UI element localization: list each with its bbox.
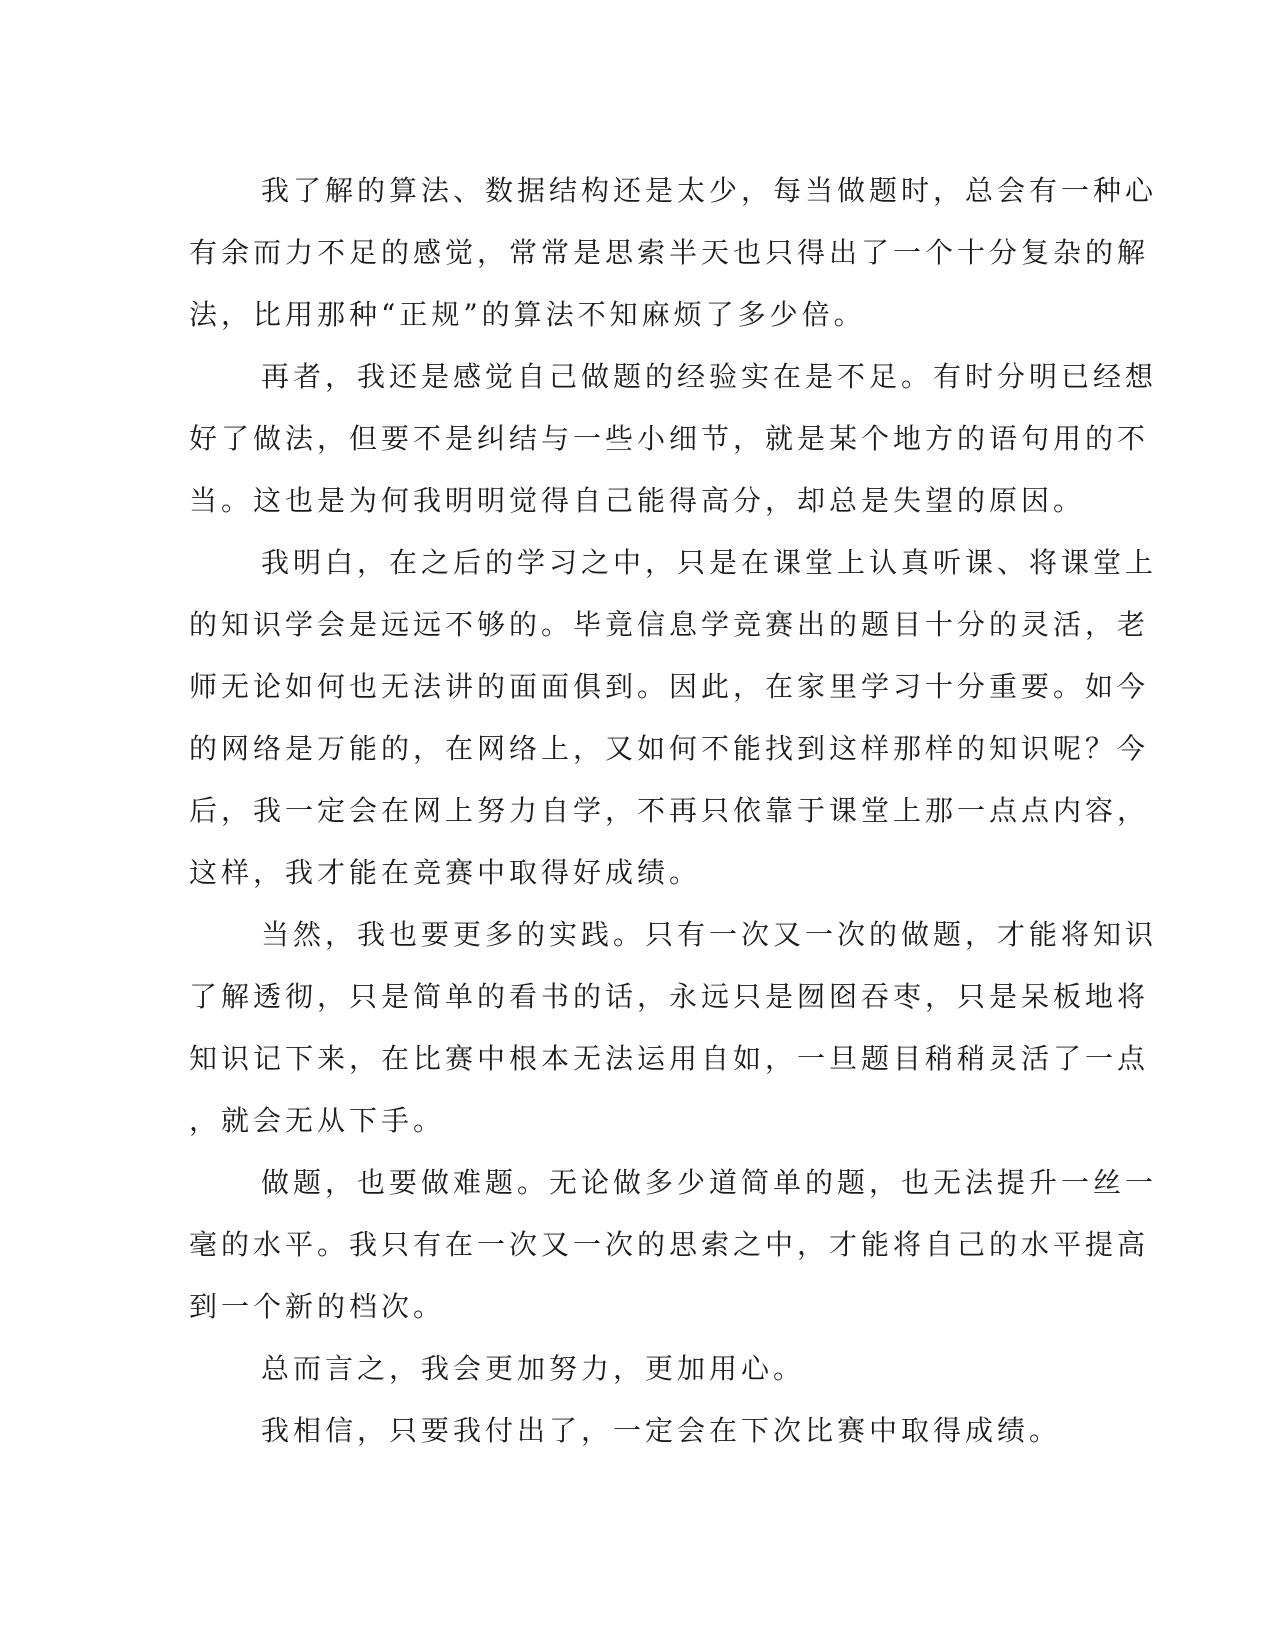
paragraph-line: 有余而力不足的感觉，常常是思索半天也只得出了一个十分复杂的解 xyxy=(189,236,1150,269)
body-text xyxy=(189,160,1158,1462)
paragraph-2 xyxy=(189,346,1158,532)
paragraph-6 xyxy=(189,1338,1069,1400)
paragraph-line: 到一个新的档次。 xyxy=(189,1290,446,1323)
paragraph-line: 当然，我也要更多的实践。只有一次又一次的做题，才能将知识 xyxy=(261,918,1158,951)
paragraph-5 xyxy=(189,1152,1158,1338)
paragraph-line: 这样，我才能在竞赛中取得好成绩。 xyxy=(189,856,702,889)
paragraph-line: 总而言之，我会更加努力，更加用心。 xyxy=(261,1352,806,1385)
paragraph-line: 法，比用那种“正规”的算法不知麻烦了多少倍。 xyxy=(189,298,866,331)
paragraph-line: 毫的水平。我只有在一次又一次的思索之中，才能将自己的水平提高 xyxy=(189,1228,1150,1261)
paragraph-line: 师无论如何也无法讲的面面俱到。因此，在家里学习十分重要。如今 xyxy=(189,670,1150,703)
paragraph-line: 当。这也是为何我明明觉得自己能得高分，却总是失望的原因。 xyxy=(189,484,1086,517)
paragraph-line: 做题，也要做难题。无论做多少道简单的题，也无法提升一丝一 xyxy=(261,1166,1158,1199)
paragraph-line: 了解透彻，只是简单的看书的话，永远只是囫囵吞枣，只是呆板地将 xyxy=(189,980,1150,1013)
paragraph-line: 我了解的算法、数据结构还是太少，每当做题时，总会有一种心 xyxy=(261,174,1158,207)
paragraph-line: 我相信，只要我付出了，一定会在下次比赛中取得成绩。 xyxy=(261,1414,1062,1447)
paragraph-4 xyxy=(189,904,1158,1152)
paragraph-line: 好了做法，但要不是纠结与一些小细节，就是某个地方的语句用的不 xyxy=(189,422,1150,455)
paragraph-line: 的网络是万能的，在网络上，又如何不能找到这样那样的知识呢？今 xyxy=(189,732,1150,765)
paragraph-7 xyxy=(189,1400,1069,1462)
paragraph-line: 我明白，在之后的学习之中，只是在课堂上认真听课、将课堂上 xyxy=(261,546,1158,579)
paragraph-1 xyxy=(189,160,1158,346)
paragraph-line: 的知识学会是远远不够的。毕竟信息学竞赛出的题目十分的灵活，老 xyxy=(189,608,1150,641)
paragraph-line: 后，我一定会在网上努力自学，不再只依靠于课堂上那一点点内容， xyxy=(189,794,1150,827)
paragraph-line: 知识记下来，在比赛中根本无法运用自如，一旦题目稍稍灵活了一点 xyxy=(189,1042,1150,1075)
paragraph-3 xyxy=(189,532,1158,904)
paragraph-line: ，就会无从下手。 xyxy=(189,1104,446,1137)
paragraph-line: 再者，我还是感觉自己做题的经验实在是不足。有时分明已经想 xyxy=(261,360,1158,393)
